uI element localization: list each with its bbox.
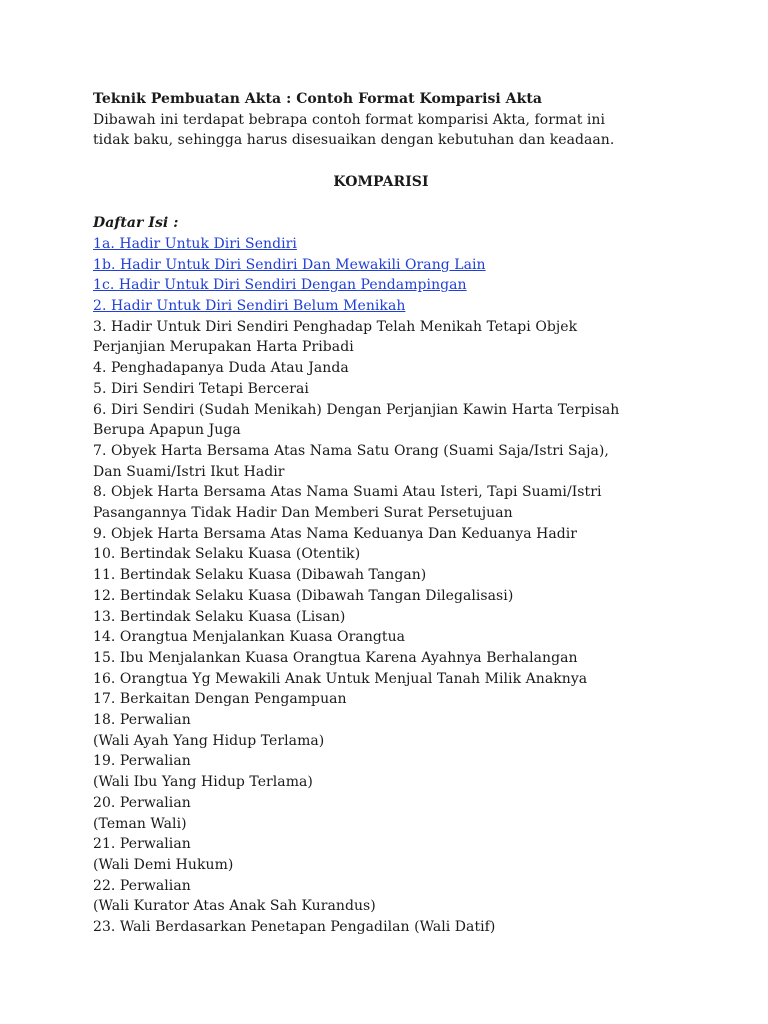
- toc-link-1a[interactable]: 1a. Hadir Untuk Diri Sendiri: [93, 235, 297, 252]
- toc-item: (Wali Kurator Atas Anak Sah Kurandus): [93, 898, 376, 915]
- toc-item: 15. Ibu Menjalankan Kuasa Orangtua Karena Ayahnya Berhalangan: [93, 649, 578, 666]
- toc-item: Dan Suami/Istri Ikut Hadir: [93, 463, 285, 480]
- toc-item: 7. Obyek Harta Bersama Atas Nama Satu Orang (Suami Saja/Istri Saja),: [93, 442, 609, 459]
- toc-label: Daftar Isi :: [93, 215, 179, 232]
- toc-item: 23. Wali Berdasarkan Penetapan Pengadilan (Wali Datif): [93, 919, 496, 936]
- toc-item: Pasangannya Tidak Hadir Dan Memberi Surat Persetujuan: [93, 505, 513, 522]
- toc-item: Perjanjian Merupakan Harta Pribadi: [93, 339, 354, 356]
- spacer: [93, 193, 693, 214]
- document-page: [93, 89, 693, 938]
- toc-item: 21. Perwalian: [93, 836, 191, 853]
- section-heading: KOMPARISI: [333, 173, 429, 190]
- toc-item: 19. Perwalian: [93, 753, 191, 770]
- toc-item: 3. Hadir Untuk Diri Sendiri Penghadap Telah Menikah Tetapi Objek: [93, 318, 578, 335]
- toc-item: 6. Diri Sendiri (Sudah Menikah) Dengan Perjanjian Kawin Harta Terpisah: [93, 401, 620, 418]
- toc-link-2[interactable]: 2. Hadir Untuk Diri Sendiri Belum Menikah: [93, 298, 406, 314]
- toc-link-1c[interactable]: 1c. Hadir Untuk Diri Sendiri Dengan Pendampingan: [93, 277, 467, 294]
- toc-links: [93, 234, 693, 317]
- document-title: Teknik Pembuatan Akta : Contoh Format Komparisi Akta: [93, 91, 542, 107]
- toc-item: (Wali Ayah Yang Hidup Terlama): [93, 732, 325, 749]
- toc-item: 22. Perwalian: [93, 877, 191, 894]
- intro-line: tidak baku, sehingga harus disesuaikan dengan kebutuhan dan keadaan.: [93, 132, 615, 149]
- toc-item: 16. Orangtua Yg Mewakili Anak Untuk Menjual Tanah Milik Anaknya: [93, 670, 588, 687]
- toc-item: (Wali Ibu Yang Hidup Terlama): [93, 774, 313, 791]
- toc-item: (Teman Wali): [93, 815, 187, 832]
- toc-item: 5. Diri Sendiri Tetapi Bercerai: [93, 380, 309, 397]
- intro-line: Dibawah ini terdapat bebrapa contoh format komparisi Akta, format ini: [93, 111, 606, 128]
- toc-item: 8. Objek Harta Bersama Atas Nama Suami Atau Isteri, Tapi Suami/Istri: [93, 484, 602, 501]
- toc-item: 20. Perwalian: [93, 794, 191, 811]
- toc-item: 4. Penghadapanya Duda Atau Janda: [93, 360, 349, 377]
- toc-link-1b[interactable]: 1b. Hadir Untuk Diri Sendiri Dan Mewakili Orang Lain: [93, 256, 486, 273]
- toc-item: 18. Perwalian: [93, 712, 191, 729]
- toc-item: 11. Bertindak Selaku Kuasa (Dibawah Tangan): [93, 567, 427, 584]
- toc-item: 14. Orangtua Menjalankan Kuasa Orangtua: [93, 629, 406, 646]
- toc-item: Berupa Apapun Juga: [93, 422, 241, 439]
- toc-item: 10. Bertindak Selaku Kuasa (Otentik): [93, 546, 361, 563]
- toc-list: [93, 317, 693, 938]
- spacer: [93, 151, 693, 172]
- toc-item: 17. Berkaitan Dengan Pengampuan: [93, 691, 347, 708]
- toc-item: 12. Bertindak Selaku Kuasa (Dibawah Tangan Dilegalisasi): [93, 587, 514, 604]
- toc-item: (Wali Demi Hukum): [93, 856, 234, 873]
- toc-item: 13. Bertindak Selaku Kuasa (Lisan): [93, 608, 346, 625]
- toc-item: 9. Objek Harta Bersama Atas Nama Keduanya Dan Keduanya Hadir: [93, 525, 578, 542]
